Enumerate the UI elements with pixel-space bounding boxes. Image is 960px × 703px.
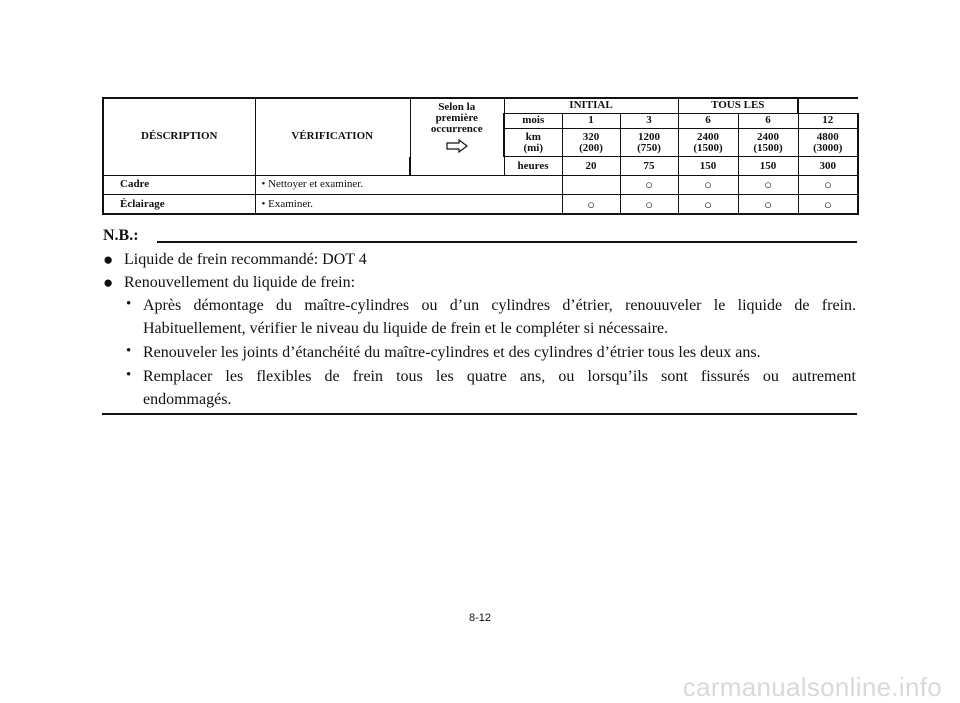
hours-value: 75 [620,157,678,175]
interval-mark: ○ [562,195,620,214]
hours-value: 150 [738,157,798,175]
months-value: 6 [738,113,798,128]
interval-mark: ○ [678,175,738,194]
row-months-label: mois [504,113,562,128]
interval-mark [562,175,620,194]
km-value: 4800 (3000) [798,129,858,157]
watermark: carmanualsonline.info [682,672,942,702]
hours-value: 150 [678,157,738,175]
note-title: N.B.: [103,227,139,244]
km-value: 2400 (1500) [738,129,798,157]
header-description: DÉSCRIPTION [103,98,255,175]
months-value: 1 [562,113,620,128]
header-initial: INITIAL [504,98,678,113]
km-value: 2400 (1500) [678,129,738,157]
hours-value: 20 [562,157,620,175]
interval-mark: ○ [620,195,678,214]
note-sub-1-line-2: Habituellement, vérifier le niveau du liquide de frein et le compléter si nécessaire. [143,320,669,337]
note-divider [157,241,857,243]
months-value: 6 [678,113,738,128]
page-number: 8-12 [468,612,492,624]
note-sub-1-line-1: Après démontage du maître-cylindres ou d’un cylindres d’étrier, renouuveler le liquide de frein. [143,297,856,314]
interval-mark: ○ [738,175,798,194]
first-occurrence-spacer [410,157,504,175]
check-text: • Nettoyer et examiner. [255,175,562,194]
header-verification: VÉRIFICATION [255,98,410,175]
note-sub-3-line-1: Remplacer les flexibles de frein tous les quatre ans, ou lorsqu’ils sont fissurés ou autrement [143,368,856,385]
interval-mark: ○ [738,195,798,214]
interval-mark: ○ [798,195,858,214]
row-km-label: km (mi) [504,129,562,157]
header-first-occurrence: Selon la première occurrence [410,98,504,157]
months-value: 12 [798,113,858,128]
note-bullet-1: Liquide de frein recommandé: DOT 4 [124,251,367,268]
table-row [103,175,858,194]
bullet-icon: • [126,343,132,359]
row-hours-label: heures [504,157,562,175]
maintenance-table [102,97,859,215]
header-every: TOUS LES [678,98,798,113]
note-bullet-2: Renouvellement du liquide de frein: [124,274,356,291]
bullet-icon: ● [103,250,114,269]
bullet-icon: • [126,367,132,383]
interval-mark: ○ [798,175,858,194]
bullet-icon: • [126,296,132,312]
check-text: • Examiner. [255,195,562,214]
interval-mark: ○ [678,195,738,214]
interval-mark: ○ [620,175,678,194]
item-name: Cadre [103,175,255,194]
note-sub-3-line-2: endommagés. [143,391,232,408]
km-value: 1200 (750) [620,129,678,157]
note-end-divider [102,413,857,415]
item-name: Éclairage [103,195,255,214]
bullet-icon: ● [103,273,114,292]
hours-value: 300 [798,157,858,175]
table-row [103,195,858,214]
km-value: 320 (200) [562,129,620,157]
note-sub-2: Renouveler les joints d’étanchéité du maître-cylindres et des cylindres d’étrier tous les deux ans. [143,344,761,361]
arrow-right-icon [446,139,468,153]
months-value: 3 [620,113,678,128]
